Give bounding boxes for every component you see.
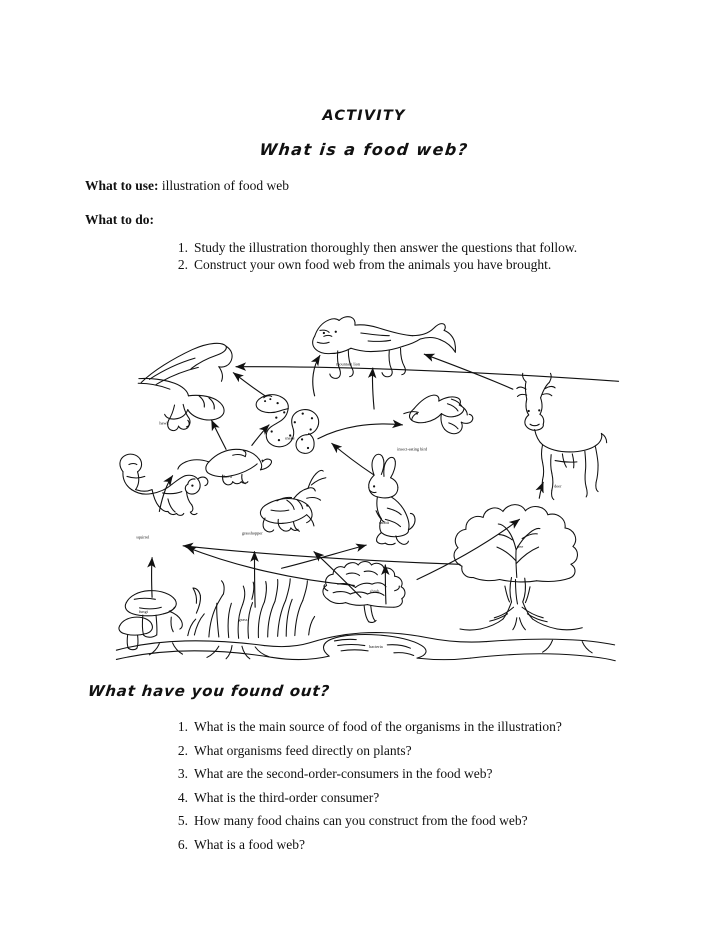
label-grass: grass: [238, 617, 248, 623]
arrow-tree-to-squirrel-low: [183, 546, 460, 565]
arrow-rabbit-to-snake: [332, 443, 374, 475]
arrow-snake-to-mountain-lion: [313, 356, 320, 396]
worksheet-subtitle: What is a food web?: [258, 140, 470, 159]
label-grasshopper: grasshopper: [241, 530, 263, 536]
label-fungi: fungi: [138, 609, 148, 615]
label-snake: snake: [284, 435, 295, 441]
food-web-illustration: [30, 300, 700, 670]
found-out-heading: What have you found out?: [87, 682, 331, 700]
arrow-grass-to-rabbit: [282, 545, 367, 568]
list-item-number: 5.: [177, 813, 188, 828]
arrow-shrew-to-hawk: [212, 420, 227, 449]
organism-labels: [136, 361, 562, 648]
what-to-do-label: What to do:: [85, 212, 155, 227]
fungi-drawing: [119, 591, 182, 650]
deer-drawing: [517, 373, 607, 499]
arrow-grass-to-grasshopper: [254, 552, 255, 608]
label-mountain-lion: mountain lion: [336, 361, 360, 367]
arrow-snake-to-hawk: [233, 373, 265, 396]
what-to-use-value: illustration of food web: [161, 178, 289, 193]
label-bacteria: bacteria: [369, 643, 383, 649]
list-item-number: 3.: [177, 766, 188, 781]
grasshopper-drawing: [260, 470, 325, 531]
list-item-text: Construct your own food web from the animals you have brought.: [194, 256, 552, 272]
arrow-shrub-to-deer: [417, 519, 519, 579]
label-shrub: shrub: [369, 588, 380, 594]
list-item-number: 2.: [177, 742, 188, 758]
list-item-text: What organisms feed directly on plants?: [194, 742, 412, 758]
insect-eating-bird-drawing: [404, 395, 473, 434]
list-item: [170, 789, 670, 806]
arrow-mountain-lion-long-left: [236, 367, 619, 382]
arrow-insectbird-to-mountain-lion: [373, 368, 375, 409]
list-item-text: What is a food web?: [194, 836, 305, 852]
hawk-drawing: [138, 343, 232, 430]
list-item-number: 6.: [177, 836, 188, 852]
tree-drawing: [454, 505, 582, 630]
list-item: [170, 718, 670, 735]
what-to-do-row: [85, 212, 154, 228]
list-item: [170, 742, 670, 759]
list-item-number: 1.: [177, 719, 188, 734]
list-item-text: What is the third-order consumer?: [194, 789, 380, 805]
ground-drawing: [116, 633, 615, 661]
list-item-text: Study the illustration thoroughly then answer the questions that follow.: [194, 240, 578, 255]
label-hawk: hawk: [159, 420, 169, 426]
what-to-use-row: [85, 178, 289, 194]
list-item-text: How many food chains can you construct from the food web?: [194, 813, 528, 828]
arrow-rabbit-to-insectbird: [318, 424, 403, 439]
label-tree: tree: [516, 543, 524, 549]
list-item-number: 4.: [177, 789, 188, 805]
label-rabbit: rabbit: [379, 519, 390, 525]
label-deer: deer: [554, 483, 562, 489]
list-item: [170, 812, 670, 829]
list-item-text: What are the second-order-consumers in the food web?: [194, 766, 493, 781]
grass-drawing: [188, 579, 315, 638]
list-item: [170, 765, 670, 782]
snake-drawing: [256, 395, 319, 454]
list-item: [170, 240, 630, 257]
questions-list: [170, 718, 670, 859]
what-to-do-list: [170, 240, 630, 273]
arrow-shrub-to-rabbit: [385, 565, 386, 604]
label-squirrel: squirrel: [136, 534, 150, 540]
page-title: ACTIVITY: [322, 108, 406, 124]
list-item: [170, 257, 630, 274]
squirrel-drawing: [120, 454, 208, 515]
label-shrew: shrew: [222, 474, 233, 480]
arrow-deer-to-mountain-lion: [424, 354, 513, 389]
list-item-number: 1.: [177, 240, 188, 255]
list-item: [170, 836, 670, 853]
what-to-use-label: What to use:: [85, 178, 159, 193]
rabbit-drawing: [369, 454, 415, 544]
shrub-drawing: [323, 561, 405, 622]
list-item-number: 2.: [177, 256, 188, 272]
food-web-arrows: [152, 354, 619, 607]
list-item-text: What is the main source of food of the organisms in the illustration?: [194, 719, 562, 734]
label-insect-eating-bird: insect-eating bird: [397, 446, 428, 452]
